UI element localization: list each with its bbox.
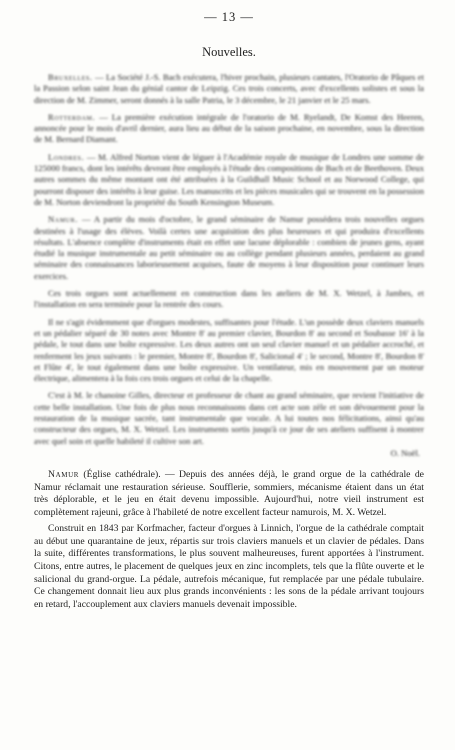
place-name: Rotterdam. [48,111,96,122]
namur-cathedral-intro [34,469,424,519]
intro-text: (Église cathédrale). — Depuis des années déjà, le grand orgue de la cathédrale de Namur réclamait une restauration sérieuse. Soufflerie, sommiers, mécanisme étaient dans un état très déplorable, et le jeu en était devenu impossible. Aujourd'hui, notre vieil instrument est complètement rajeuni, grâce à l'habileté de notre excellent facteur namurois, M. X. Wetzel. [34,468,424,518]
page [34,10,424,611]
namur-cathedral-section [34,469,424,612]
news-text: — A partir du mois d'octobre, le grand séminaire de Namur possédera trois nouvelles orgues destinées à l'usage des élèves. Voilà certes une acquisition des plus heureuses et qui produira d'excellents résultats. L'absence complète d'instruments était en effet une lacune déplorable : combien de jeunes gens, ayant étudié la musique instrumentale au petit séminaire ou au collège pendant plusieurs années, perdaient au grand séminaire des connaissances laborieusement acquises, faute de moyens à leur disposition pour continuer leurs exercices. [34,214,424,281]
news-paragraph [34,288,424,311]
page-number: — 13 — [204,10,254,24]
place-name: Namur. [48,214,78,225]
place-name: Bruxelles. [48,72,93,82]
news-paragraph [34,390,424,446]
news-item-rotterdam [34,112,424,146]
news-text: Ces trois orgues sont actuellement en construction dans les ateliers de M. X. Wetzel, à Jambes, et l'installation en sera terminée pour la rentrée des cours. [34,288,424,310]
place-name: Namur [48,468,79,480]
news-item-bruxelles [34,72,424,106]
blurred-news-section [34,72,424,458]
news-text: — La Société J.-S. Bach exécutera, l'hiver prochain, plusieurs cantates, l'Oratorio de Pâques et la Passion selon saint Jean du génial cantor de Leipzig. Ces trois concerts, avec d'excellents solistes et sous la direction de M. Zimmer, seront donnés à la salle Patria, le 3 décembre, le 21 janvier et le 25 mars. [34,72,424,105]
namur-cathedral-history: Construit en 1843 par Korfmacher, facteur d'orgues à Linnich, l'orgue de la cathédrale comptait au début une quarantaine de jeux, répartis sur trois claviers manuels et un clavier de pédales. Dans la suite, différentes transformations, le plus souvent malheureuses, furent apportées à l'instrument. Citons, entre autres, le placement de quelques jeux en zinc incomplets, tels que la flûte ouverte et le salicional du grand-orgue. La pédale, autrefois mécanique, fut remplacée par une pédale tubulaire. Ce changement donnait lieu aux plus grands inconvénients : les sons de la pédale arrivant toujours en retard, l'accouplement aux claviers manuels devenait impossible. [34,523,424,610]
news-text: — La première exécution intégrale de l'oratorio de M. Ryelandt, De Komst des Heeren, annoncée pour le mois d'avril dernier, aura lieu au début de la saison prochaine, en novembre, sous la direction de M. Bernard Diamant. [34,111,424,145]
news-text: C'est à M. le chanoine Gilles, directeur et professeur de chant au grand séminaire, que revient l'initiative de cette belle installation. Une fois de plus nous reconnaissons dans cet acte son zèle et son dévouement pour la restauration de la musique sacrée, tant instrumentale que vocale. A lui toutes nos félicitations, ainsi qu'au constructeur des orgues, M. X. Wetzel. Les instruments sortis jusqu'à ce jour de ses ateliers suffisent à montrer avec quel soin et quelle habileté il cultive son art. [34,390,424,446]
section-title: Nouvelles. [202,45,256,59]
news-item-namur-seminaire [34,214,424,282]
news-text: Il ne s'agit évidemment que d'orgues modestes, suffisantes pour l'étude. L'un possède deux claviers manuels et un pédalier séparé de 30 notes avec Montre 8' au premier clavier, Bourdon 8' au second et Soubasse 16' à la pédale, le tout dans une boîte expressive. Les deux autres ont un seul clavier manuel et un pédalier accroché, et renferment les jeux suivants : le premier, Montre 8', Bourdon 8', Salicional 4' ; le second, Montre 8', Bourdon 8' et Flûte 4', le tout également dans une boîte expressive. Un ventilateur, mis en mouvement par un moteur électrique, alimentera à la fois ces trois orgues et celui de la chapelle. [34,316,424,384]
news-item-londres [34,152,424,208]
news-paragraph [34,317,424,385]
news-text: — M. Alfred Norton vient de léguer à l'Académie royale de musique de Londres une somme de 125000 francs, dont les intérêts devront être employés à l'étude des compositions de Bach et de Beethoven. Deux autres sommes du même montant ont été attribuées à la Guildhall Music School et au Norwood College, qui pourront disposer des intérêts à leur guise. Les manuscrits et les pièces musicales qui se trouvent en la possession de M. Norton deviendront la propriété du South Kensington Museum. [34,151,424,207]
place-name: Londres. [48,151,85,162]
signature: O. Noël. [390,447,420,458]
